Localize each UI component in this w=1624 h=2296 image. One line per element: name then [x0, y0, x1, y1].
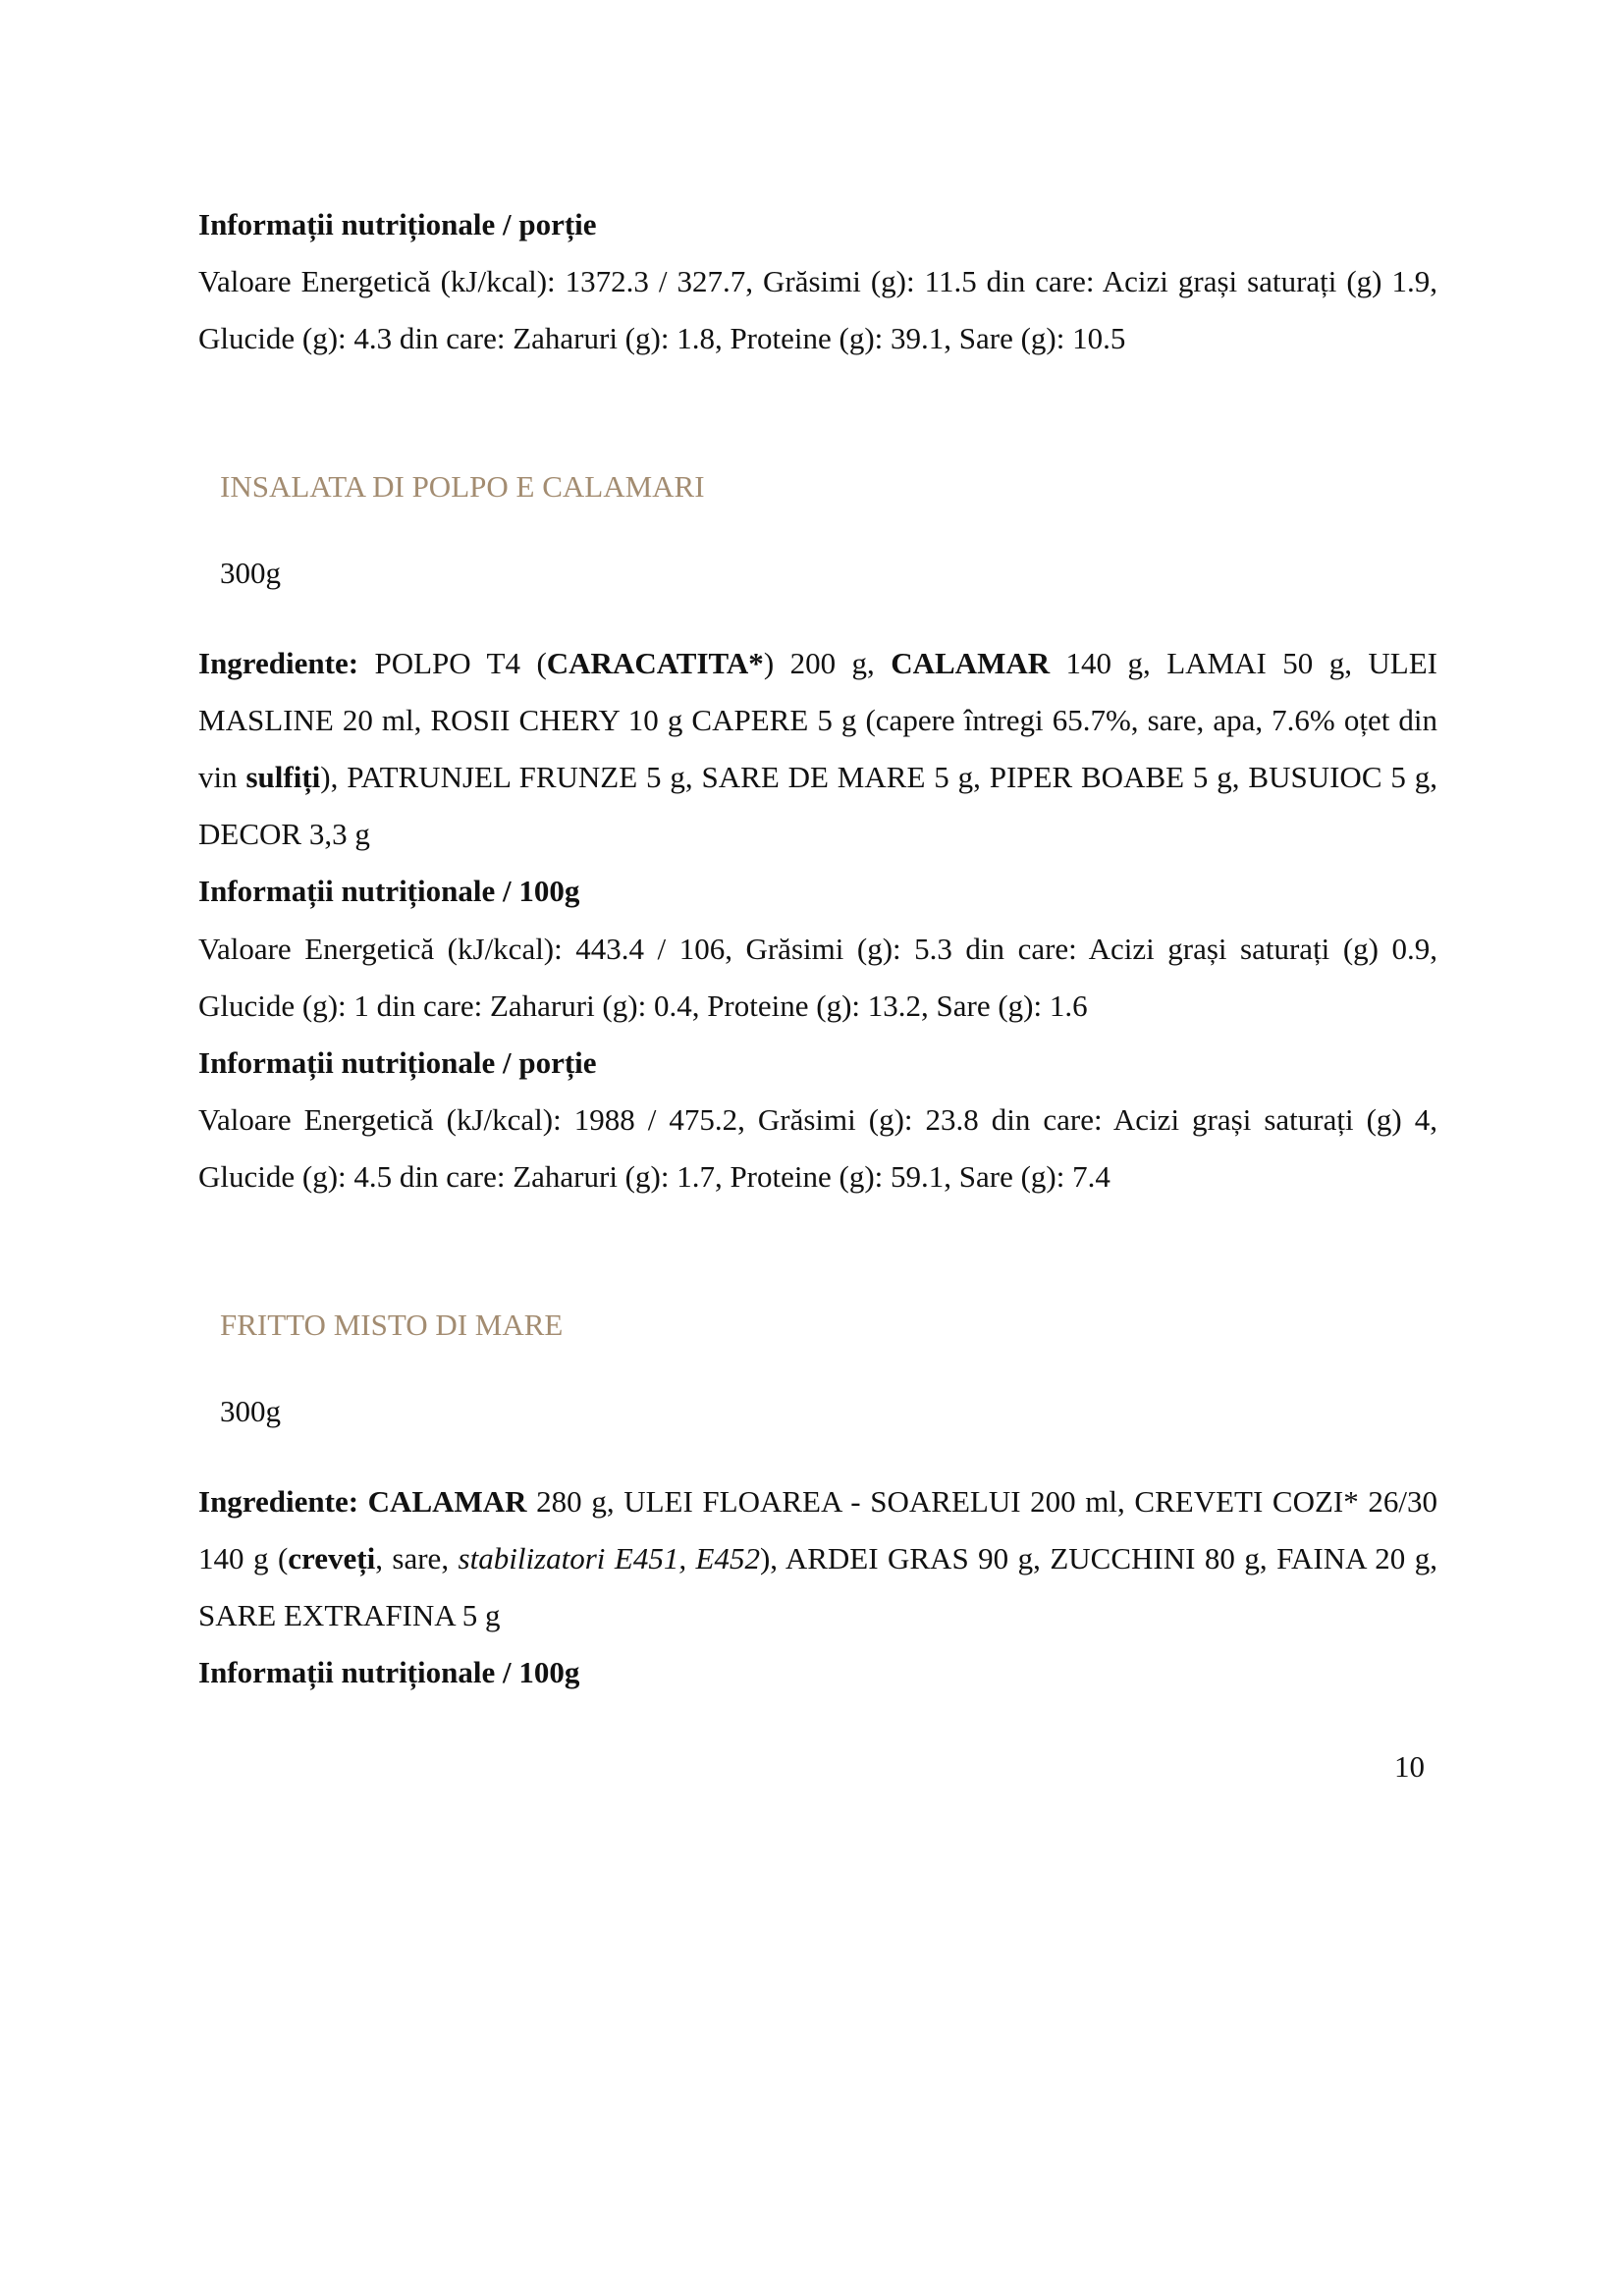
allergen: CARACATITA* — [546, 645, 764, 680]
ingredients-label: Ingrediente: — [198, 1483, 359, 1519]
allergen: CALAMAR — [367, 1483, 527, 1519]
ingredients-paragraph: Ingrediente: POLPO T4 (CARACATITA*) 200 g, CALAMAR 140 g, LAMAI 50 g, ULEI MASLINE 20 ml, ROSII CHERY 10 g CAPERE 5 g (capere întregi 65.7%, sare, apa, 7.6% oțet din vin sulfiți), PATRUNJEL FRUNZE 5 g, SARE DE MARE 5 g, PIPER BOABE 5 g, BUSUIOC 5 g, DECOR 3,3 g — [198, 645, 1437, 852]
nutrition-portion-heading: Informații nutriționale / porție — [198, 207, 597, 241]
ingredients-paragraph: Ingrediente: CALAMAR 280 g, ULEI FLOAREA - SOARELUI 200 ml, CREVETI COZI* 26/30 140 g (creveți, sare, stabilizatori E451, E452), ARDEI GRAS 90 g, ZUCCHINI 80 g, FAINA 20 g, SARE EXTRAFINA 5 g — [198, 1483, 1438, 1633]
dish-weight: 300g — [220, 1393, 281, 1428]
allergen: creveți — [288, 1540, 376, 1575]
nutrition-100g-heading: Informații nutriționale / 100g — [198, 1655, 580, 1690]
additives: stabilizatori E451, E452 — [458, 1540, 760, 1575]
dish-title: FRITTO MISTO DI MARE — [220, 1307, 564, 1342]
allergen: sulfiți — [245, 760, 321, 795]
ingredients-label: Ingrediente: — [198, 645, 359, 680]
page-number: 10 — [1394, 1749, 1425, 1784]
allergen: CALAMAR — [891, 645, 1051, 680]
nutrition-100g-text: Valoare Energetică (kJ/kcal): 443.4 / 106, Grăsimi (g): 5.3 din care: Acizi grași saturați (g) 0.9, Glucide (g): 1 din care: Zaharuri (g): 0.4, Proteine (g): 13.2, Sare (g): 1.6 — [198, 931, 1437, 1023]
dish-weight: 300g — [220, 555, 281, 590]
dish-title: INSALATA DI POLPO E CALAMARI — [220, 468, 705, 504]
page-content — [198, 196, 1437, 1701]
nutrition-portion-text: Valoare Energetică (kJ/kcal): 1372.3 / 327.7, Grăsimi (g): 11.5 din care: Acizi grași saturați (g) 1.9, Glucide (g): 4.3 din care: Zaharuri (g): 1.8, Proteine (g): 39.1, Sare (g): 10.5 — [198, 264, 1437, 356]
nutrition-portion-heading: Informații nutriționale / porție — [198, 1045, 597, 1081]
nutrition-portion-text: Valoare Energetică (kJ/kcal): 1988 / 475.2, Grăsimi (g): 23.8 din care: Acizi grași saturați (g) 4, Glucide (g): 4.5 din care: Zaharuri (g): 1.7, Proteine (g): 59.1, Sare (g): 7.4 — [198, 1102, 1437, 1195]
nutrition-100g-heading: Informații nutriționale / 100g — [198, 874, 580, 909]
